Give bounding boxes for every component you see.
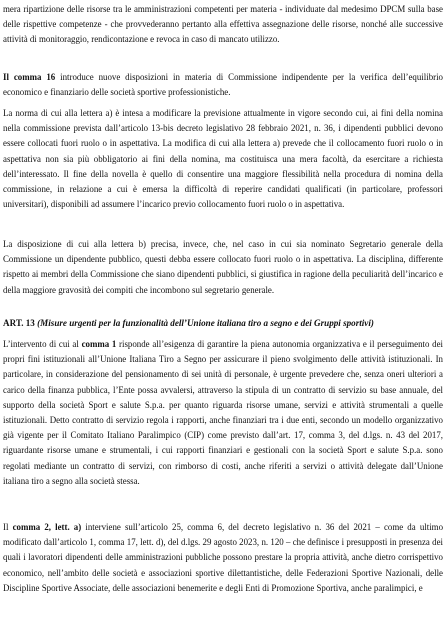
paragraph-text: La disposizione di cui alla lettera b) precisa, invece, che, nel caso in cui sia nominato Segretario generale della Commissione un dipendente pubblico, questi debba essere collocato fuori ruolo o in aspettativa. La disciplina, differente rispetto ai membri della Commissione che siano dipendenti pubblici, si giustifica in ragione della peculiarità dell’incarico e della maggiore gravosità dei compiti che incombono sul segretario generale. bbox=[3, 239, 443, 295]
paragraph-intro-continuation bbox=[3, 2, 443, 48]
paragraph-lettera-b bbox=[3, 237, 443, 298]
article-heading bbox=[3, 316, 443, 331]
comma-reference: comma 1 bbox=[81, 339, 117, 349]
paragraph-text: risponde all’esigenza di garantire la piena autonomia organizzativa e il perseguimento dei propri fini istituzionali all’Unione Italiana Tiro a Segno per assicurare il pieno svolgimento delle attività istituzionali. In particolare, in considerazione del pensionamento di sei unità di personale, è urgente prevedere che, senza oneri ulteriori a carico della finanza pubblica, l’Ente possa avvalersi, attraverso la stipula di un contratto di servizio su base annuale, del supporto della società Sport e salute S.p.a. per quanto riguarda risorse umane, servizi e attività strumentali a quelle istituzionali. Detto contratto di servizio regola i rapporti, anche finanziari tra i due enti, secondo un modello organizzativo già vigente per il Comitato Italiano Paralimpico (CIP) come previsto dall’art. 17, comma 3, del d.lgs. n. 43 del 2017, riguardante risorse umane e strumentali, i cui rapporti finanziari e gestionali con la società Sport e salute S.p.a. sono regolati mediante un contratto di servizi, con rimborso di costi, anche riferiti a servizi o attività delegate dall’Unione italiana tiro a segno alla società stessa. bbox=[3, 339, 443, 486]
paragraph-text: mera ripartizione delle risorse tra le amministrazioni competenti per materia - individuate dal medesimo DPCM sulla base delle rispettive competenze - che provvederanno pertanto alla effettiva assegnazione delle risorse, nonché alle successive attività di monitoraggio, rendicontazione e revoca in caso di mancato utilizzo. bbox=[3, 4, 443, 45]
article-title: (Misure urgenti per la funzionalità dell’Unione italiana tiro a segno e dei Gruppi sportivi) bbox=[37, 318, 374, 328]
article-number: ART. 13 bbox=[3, 318, 35, 328]
paragraph-comma-1 bbox=[3, 337, 443, 489]
paragraph-text: Il bbox=[3, 522, 13, 532]
comma-reference: comma 2, lett. a) bbox=[12, 522, 82, 532]
paragraph-text: La norma di cui alla lettera a) è intesa a modificare la previsione attualmente in vigore secondo cui, ai fini della nomina nella commissione prevista dall’articolo 13-bis decreto legislativo 28 febbraio 2021, n. 36, i dipendenti pubblici devono essere collocati fuori ruolo o in aspettativa. La modifica di cui alla lettera a) prevede che il collocamento fuori ruolo o in aspettativa non sia più obbligatorio ai fini della nomina, ma costituisca una mera facoltà, da esercitare a richiesta dell’interessato. Il fine della novella è quello di consentire una maggiore flessibilità nella procedura di nomina della commissione, in relazione a cui è emersa la difficoltà di reperire candidati qualificati (in particolare, professori universitari), disponibili ad assumere l’incarico previo collocamento fuori ruolo o in aspettativa. bbox=[3, 108, 443, 210]
paragraph-comma-16 bbox=[3, 70, 443, 100]
paragraph-text: introduce nuove disposizioni in materia di Commissione indipendente per la verifica dell’equilibrio economico e finanziario delle società sportive professionistiche. bbox=[3, 72, 443, 98]
paragraph-comma-2 bbox=[3, 520, 443, 596]
paragraph-lettera-a bbox=[3, 106, 443, 212]
paragraph-text: L’intervento di cui al bbox=[3, 339, 82, 349]
comma-reference: Il comma 16 bbox=[3, 72, 56, 82]
paragraph-text: interviene sull’articolo 25, comma 6, del decreto legislativo n. 36 del 2021 – come da ultimo modificato dall’articolo 1, comma 17, lett. d), del d.lgs. 29 agosto 2023, n. 120 – che definisce i presupposti in presenza dei quali i lavoratori dipendenti delle amministrazioni pubbliche possono prestare la propria attività, anche dietro corrispettivo economico, nell’ambito delle società e associazioni sportive dilettantistiche, delle Federazioni Sportive Nazionali, delle Discipline Sportive Associate, delle associazioni benemerite e degli Enti di Promozione Sportiva, anche paralimpici, e bbox=[3, 522, 444, 593]
